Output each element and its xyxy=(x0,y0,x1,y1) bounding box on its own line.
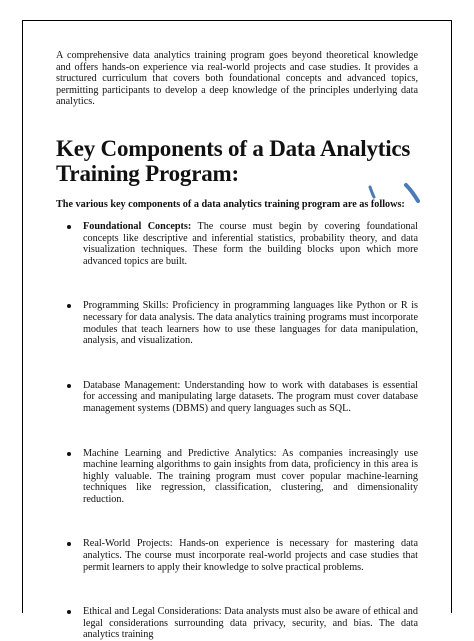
lead-wrapper xyxy=(56,199,418,211)
bullet-icon xyxy=(67,610,71,614)
section-heading: Key Components of a Data Analytics Training Program: xyxy=(56,135,411,186)
list-item xyxy=(56,448,418,506)
list-item xyxy=(56,300,418,346)
swoosh-icon xyxy=(366,181,420,221)
bullet-icon xyxy=(67,225,71,229)
bullet-icon xyxy=(67,452,71,456)
item-body: Database Management: Understanding how to work with databases is essential for accessing and manipulating large datasets. The program must cover database management systems (DBMS) and query languages such as SQL. xyxy=(83,379,418,414)
item-body: Ethical and Legal Considerations: Data analysts must also be aware of ethical and legal considerations surrounding data privacy, security, and bias. The data analytics training xyxy=(83,606,418,641)
item-title: Foundational Concepts: xyxy=(83,220,192,232)
item-body: The course must begin by covering foundational concepts like descriptive and inferential statistics, probability theory, and data visualization techniques. These form the building blocks upon which more advanced topics are built. xyxy=(83,220,418,267)
item-body: Real-World Projects: Hands-on experience is necessary for mastering data analytics. The course must incorporate real-world projects and case studies that permit learners to apply their knowledge to solve practical problems. xyxy=(83,538,418,573)
components-list xyxy=(56,221,418,641)
intro-paragraph: A comprehensive data analytics training program goes beyond theoretical knowledge and offers hands-on experience via real-world projects and case studies. It provides a structured curriculum that covers both foundational concepts and advanced topics, permitting participants to develop a deep knowledge of the principles underlying data analytics. xyxy=(56,50,418,108)
lead-paragraph: The various key components of a data analytics training program are as follows: xyxy=(56,198,405,210)
item-body: Programming Skills: Proficiency in programming languages like Python or R is necessary for data analysis. The data analytics training programs must incorporate modules that teach learners how to use these languages for data manipulation, analysis, and visualization. xyxy=(83,300,418,347)
bullet-icon xyxy=(67,384,71,388)
list-item xyxy=(56,606,418,641)
bullet-icon xyxy=(67,304,71,308)
swoosh-stroke-left xyxy=(370,187,374,197)
list-item xyxy=(56,538,418,573)
bullet-icon xyxy=(67,542,71,546)
list-item xyxy=(56,380,418,415)
swoosh-stroke-right xyxy=(406,185,418,201)
document-body xyxy=(56,50,418,641)
item-body: Machine Learning and Predictive Analytics: As companies increasingly use machine learning algorithms to gain insights from data, proficiency in this area is highly valuable. The training program must cover popular machine-learning techniques like regression, classification, clustering, and dimensionality reduction. xyxy=(83,447,418,505)
list-item xyxy=(56,221,418,267)
